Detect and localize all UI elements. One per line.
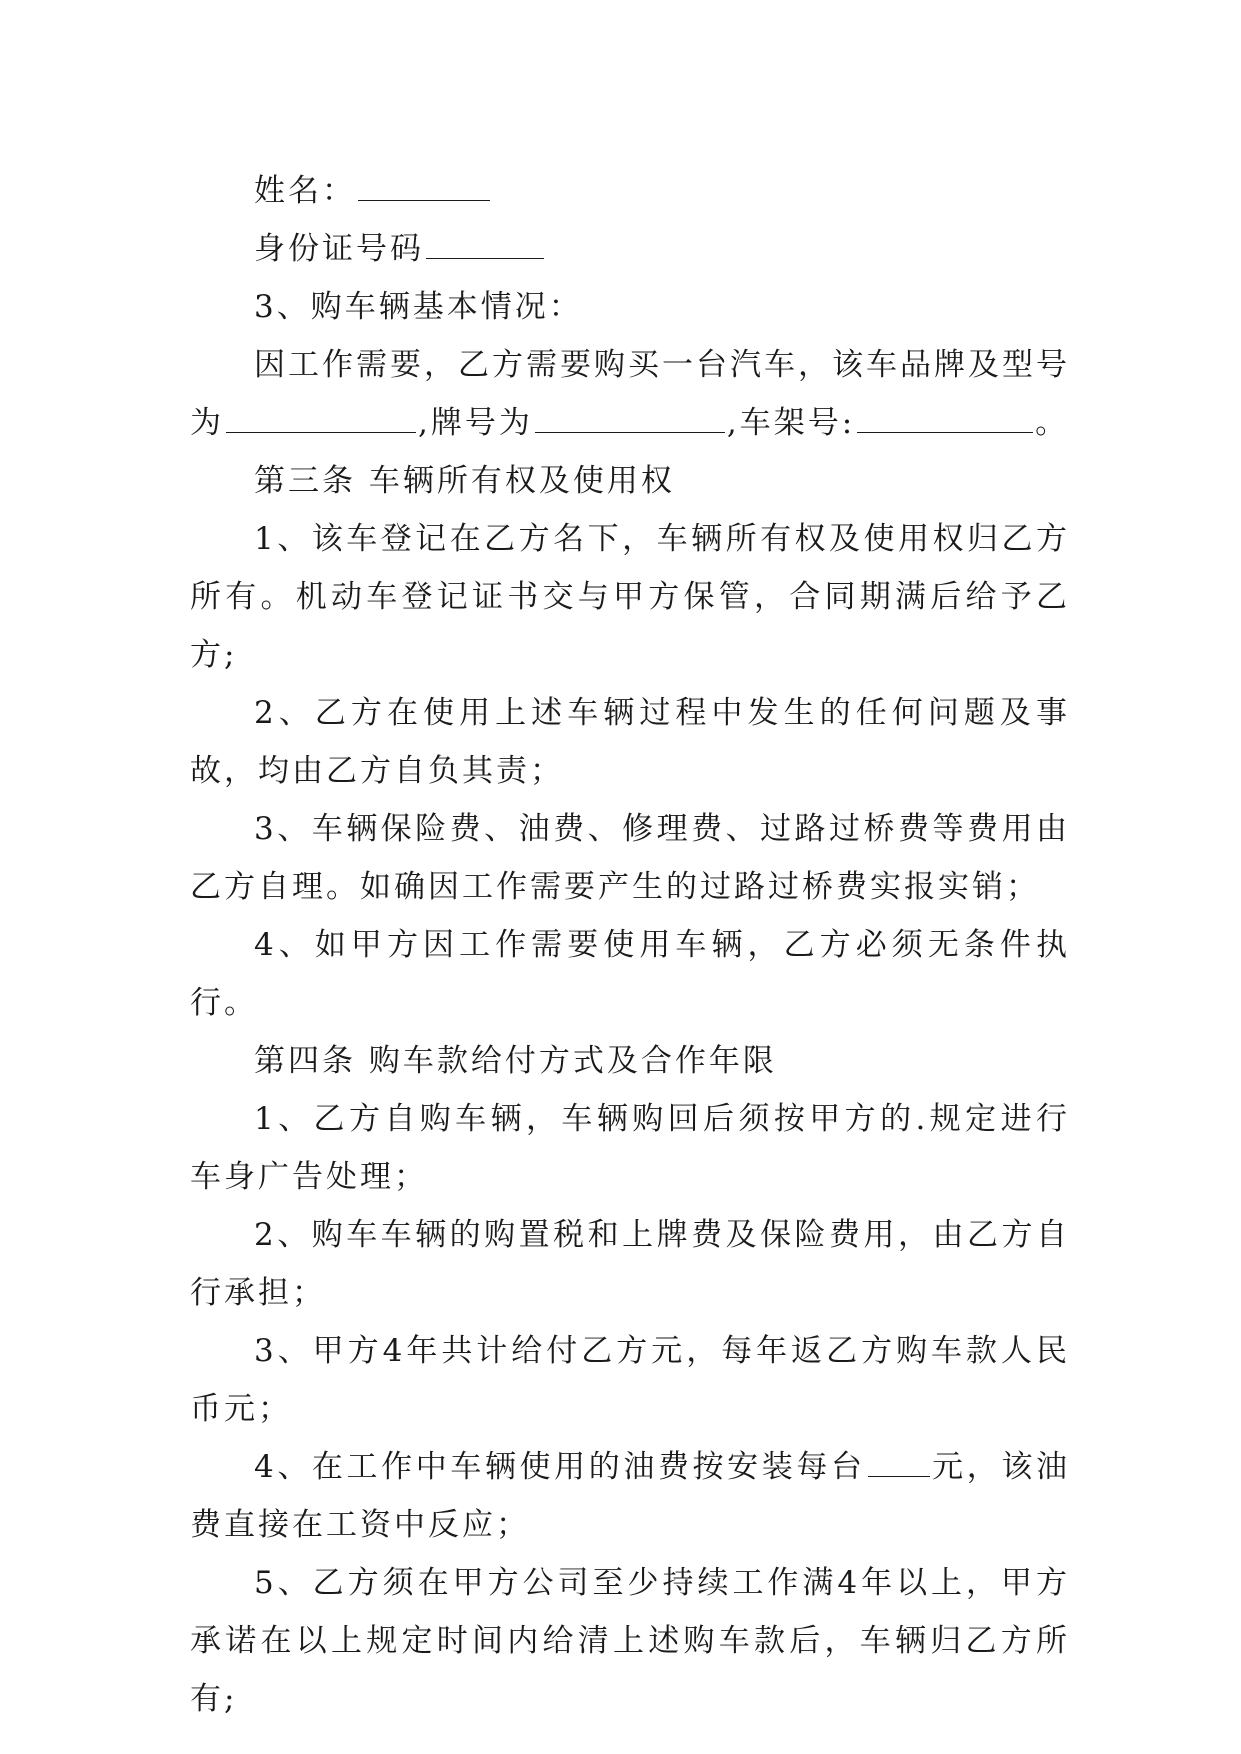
article-4-item-2: 2、购车车辆的购置税和上牌费及保险费用，由乙方自行承担； bbox=[190, 1217, 1070, 1311]
id-number-line bbox=[190, 220, 1070, 278]
id-number-label: 身份证号码 bbox=[254, 231, 424, 267]
fuel-cost-text-2: 元，该油费直接在工资中反应； bbox=[190, 1449, 1070, 1543]
article-3-item-3: 3、车辆保险费、油费、修理费、过路过桥费等费用由乙方自理。如确因工作需要产生的过路过桥费实报实销； bbox=[190, 811, 1070, 905]
article-3-item-1: 1、该车登记在乙方名下，车辆所有权及使用权归乙方所有。机动车登记证书交与甲方保管，合同期满后给予乙方; bbox=[190, 521, 1070, 673]
article-3-item-2: 2、乙方在使用上述车辆过程中发生的任何问题及事故，均由乙方自负其责； bbox=[190, 695, 1070, 789]
vehicle-description bbox=[190, 336, 1070, 452]
model-blank bbox=[226, 399, 416, 433]
vehicle-desc-text-2: ,牌号为 bbox=[418, 405, 533, 441]
name-blank bbox=[358, 167, 490, 201]
article-4-item-3: 3、甲方4年共计给付乙方元，每年返乙方购车款人民币元； bbox=[190, 1333, 1070, 1427]
name-label: 姓名： bbox=[254, 173, 356, 209]
vehicle-desc-text-1: 因工作需要，乙方需要购买一台汽车，该车品牌及型号为 bbox=[190, 347, 1070, 441]
article-3-item-4: 4、如甲方因工作需要使用车辆，乙方必须无条件执行。 bbox=[190, 927, 1070, 1021]
article-3-title: 第三条 车辆所有权及使用权 bbox=[254, 463, 675, 499]
frame-number-blank bbox=[857, 399, 1033, 433]
vehicle-desc-text-3: ,车架号: bbox=[726, 405, 856, 441]
article-4-title: 第四条 购车款给付方式及合作年限 bbox=[254, 1043, 777, 1079]
document-body bbox=[190, 162, 1070, 1728]
name-line bbox=[190, 162, 1070, 220]
plate-blank bbox=[535, 399, 725, 433]
vehicle-basic-heading: 3、购车辆基本情况： bbox=[254, 289, 583, 325]
article-4-item-5: 5、乙方须在甲方公司至少持续工作满4年以上，甲方承诺在以上规定时间内给清上述购车款后，车辆归乙方所有; bbox=[190, 1565, 1070, 1717]
vehicle-desc-text-4: 。 bbox=[1035, 405, 1070, 441]
article-4-item-4 bbox=[190, 1438, 1070, 1554]
article-4-item-1: 1、乙方自购车辆，车辆购回后须按甲方的.规定进行车身广告处理； bbox=[190, 1101, 1070, 1195]
fuel-cost-text-1: 4、在工作中车辆使用的油费按安装每台 bbox=[254, 1449, 866, 1485]
fuel-cost-blank bbox=[868, 1443, 930, 1477]
id-number-blank bbox=[426, 225, 544, 259]
